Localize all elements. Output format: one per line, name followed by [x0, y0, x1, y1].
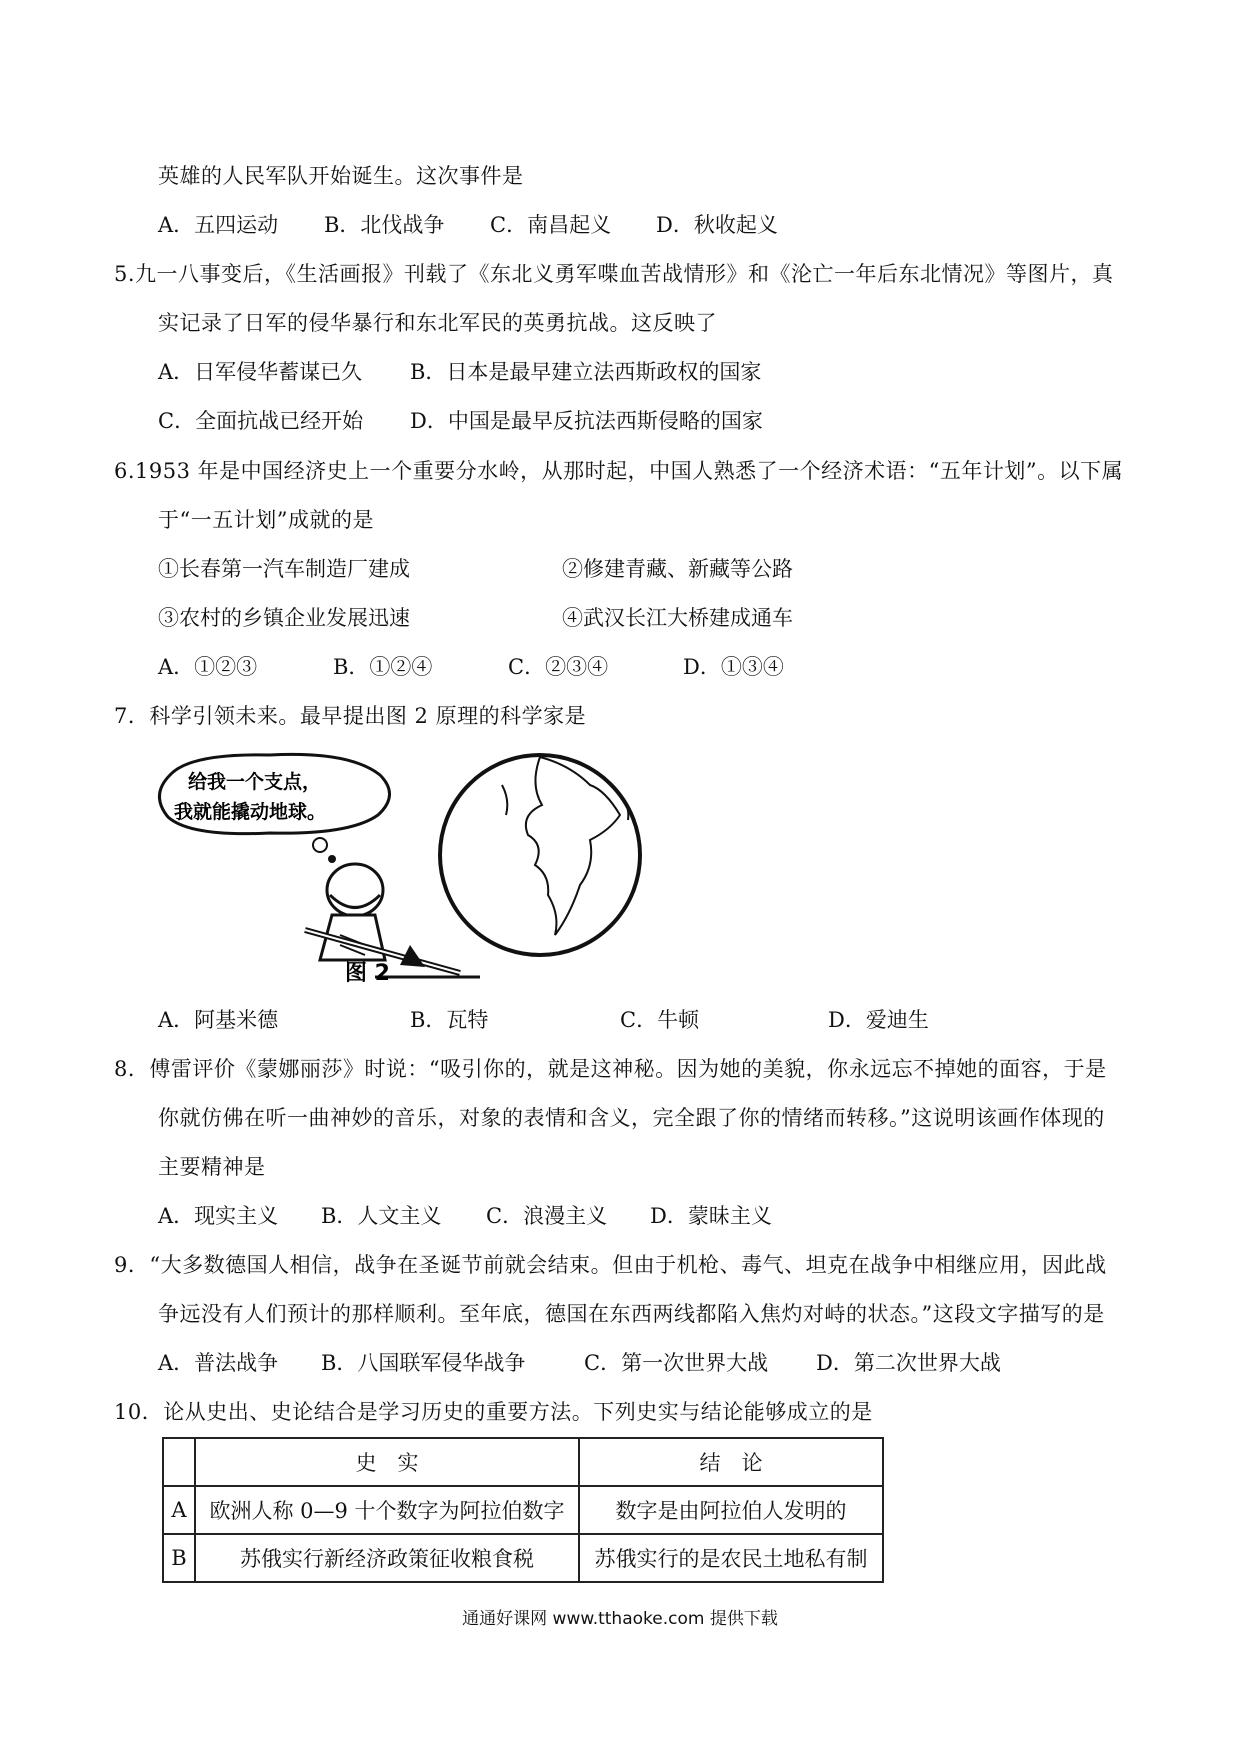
- q8-stem-line1: 8．傅雷评价《蒙娜丽莎》时说：“吸引你的，就是这神秘。因为她的美貌，你永远忘不掉她的面容，于是: [114, 1057, 1107, 1081]
- q5-option-d: D．中国是最早反抗法西斯侵略的国家: [410, 409, 763, 433]
- q5-option-c: C．全面抗战已经开始: [158, 409, 364, 433]
- table-row: [163, 1534, 883, 1582]
- q6-option-a: A．①②③: [158, 655, 258, 679]
- q8-stem-line2: 你就仿佛在听一曲神妙的音乐，对象的表情和含义，完全跟了你的情绪而转移。”这说明该画作体现的: [158, 1106, 1105, 1130]
- q5-stem-line2: 实记录了日军的侵华暴行和东北军民的英勇抗战。这反映了: [158, 311, 717, 335]
- table-cell-conclusion: 数字是由阿拉伯人发明的: [579, 1486, 883, 1534]
- bubble-line-1: 给我一个支点，: [188, 771, 322, 793]
- q6-item-1: ①长春第一汽车制造厂建成: [158, 557, 410, 581]
- q9-option-c: C．第一次世界大战: [584, 1351, 769, 1375]
- q9-option-d: D．第二次世界大战: [816, 1351, 1001, 1375]
- q6-stem-line1: 6.1953 年是中国经济史上一个重要分水岭，从那时起，中国人熟悉了一个经济术语：“五年计划”。以下属: [114, 459, 1124, 483]
- table-cell-fact: 苏俄实行新经济政策征收粮食税: [195, 1534, 579, 1582]
- q5-option-b: B．日本是最早建立法西斯政权的国家: [410, 360, 762, 384]
- table-header-row: [163, 1438, 883, 1486]
- q6-item-2: ②修建青藏、新藏等公路: [562, 557, 793, 581]
- q6-option-d: D．①③④: [683, 655, 784, 679]
- q4-option-a: A．五四运动: [158, 213, 279, 237]
- q5-option-a: A．日军侵华蓄谋已久: [158, 360, 363, 384]
- q8-option-c: C．浪漫主义: [486, 1204, 608, 1228]
- q6-option-c: C．②③④: [508, 655, 609, 679]
- page-footer: 通通好课网 www.tthaoke.com 提供下载: [462, 1609, 778, 1629]
- q6-item-4: ④武汉长江大桥建成通车: [562, 606, 793, 630]
- q5-stem-line1: 5.九一八事变后，《生活画报》刊载了《东北义勇军喋血苦战情形》和《沦亡一年后东北情况》等图片，真: [114, 262, 1114, 286]
- q6-stem-line2: 于“一五计划”成就的是: [158, 508, 374, 532]
- table-cell-conclusion: 苏俄实行的是农民土地私有制: [579, 1534, 883, 1582]
- q9-stem-line2: 争远没有人们预计的那样顺利。至年底，德国在东西两线都陷入焦灼对峙的状态。”这段文字描写的是: [158, 1302, 1105, 1326]
- table-header-cell: 结 论: [579, 1438, 883, 1486]
- q6-option-b: B．①②④: [333, 655, 433, 679]
- q9-option-b: B．八国联军侵华战争: [321, 1351, 526, 1375]
- q4-option-d: D．秋收起义: [656, 213, 778, 237]
- q8-option-d: D．蒙昧主义: [650, 1204, 772, 1228]
- q7-option-d: D．爱迪生: [828, 1008, 929, 1032]
- table-header-cell: 史 实: [195, 1438, 579, 1486]
- q4-text-continued: 英雄的人民军队开始诞生。这次事件是: [158, 164, 524, 188]
- figure-caption: 图 2: [345, 961, 390, 985]
- q7-option-a: A．阿基米德: [158, 1008, 279, 1032]
- q7-stem: 7．科学引领未来。最早提出图 2 原理的科学家是: [114, 704, 587, 728]
- q8-stem-line3: 主要精神是: [158, 1155, 266, 1179]
- q8-option-b: B．人文主义: [321, 1204, 442, 1228]
- figure-2: [150, 745, 670, 985]
- q4-option-b: B．北伐战争: [324, 213, 445, 237]
- q10-table: [162, 1437, 884, 1583]
- table-row: [163, 1486, 883, 1534]
- q6-item-3: ③农村的乡镇企业发展迅速: [158, 606, 410, 630]
- table-cell-label: A: [163, 1486, 195, 1534]
- q9-option-a: A．普法战争: [158, 1351, 279, 1375]
- bubble-line-2: 我就能撬动地球。: [174, 801, 327, 823]
- table-cell-fact: 欧洲人称 0—9 十个数字为阿拉伯数字: [195, 1486, 579, 1534]
- q4-option-c: C．南昌起义: [490, 213, 612, 237]
- table-header-cell: [163, 1438, 195, 1486]
- archimedes-lever-illustration: [150, 745, 670, 985]
- q8-option-a: A．现实主义: [158, 1204, 279, 1228]
- q7-option-b: B．瓦特: [410, 1008, 489, 1032]
- q9-stem-line1: 9．“大多数德国人相信，战争在圣诞节前就会结束。但由于机枪、毒气、坦克在战争中相继应用，因此战: [114, 1253, 1107, 1277]
- table-cell-label: B: [163, 1534, 195, 1582]
- q7-option-c: C．牛顿: [620, 1008, 700, 1032]
- q10-stem: 10．论从史出、史论结合是学习历史的重要方法。下列史实与结论能够成立的是: [114, 1400, 873, 1424]
